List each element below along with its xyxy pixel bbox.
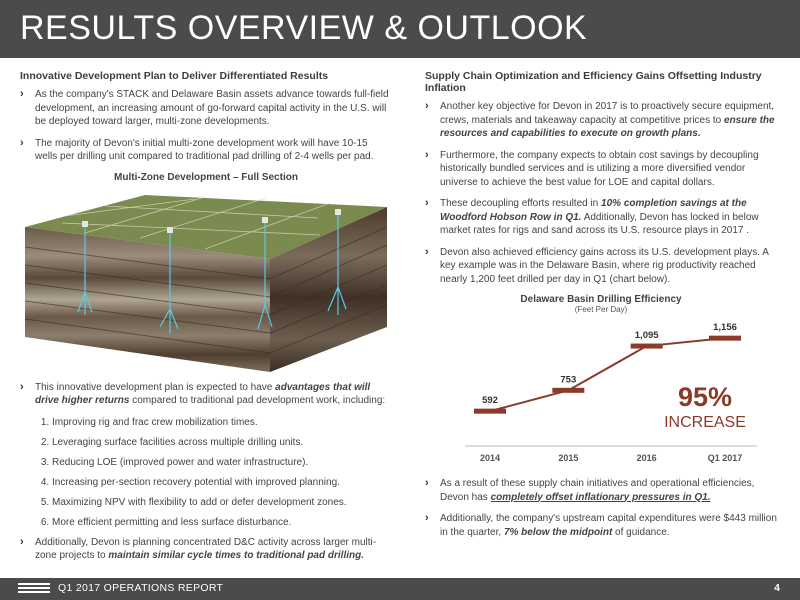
right-column [425, 70, 777, 547]
right-bullet-6-emphasis: 7% below the midpoint [503, 526, 613, 538]
right-bullet-3-emphasis: 10% completion savings at the Woodford Hobson Row in Q1. [440, 198, 747, 223]
data-point-marker [709, 336, 741, 341]
x-tick-label: 2014 [479, 453, 501, 463]
figure-title: Multi-Zone Development – Full Section [114, 171, 298, 183]
left-column [20, 70, 392, 571]
x-tick-label: Q1 2017 [707, 453, 743, 463]
last-bullet-pre: Additionally, Devon is planning concentrated D&C activity across larger multi-zone projects to [35, 536, 377, 561]
list-item: 1. Improving rig and frac crew mobilization times. [52, 416, 392, 430]
last-bullet-emphasis: maintain similar cycle times to traditional pad drilling. [108, 550, 364, 561]
left-bullet-1 [20, 88, 392, 129]
right-bullet-5 [425, 477, 777, 504]
right-bullet-1 [425, 100, 777, 141]
right-bullet-3 [425, 197, 777, 238]
chevron-right-icon: › [425, 197, 429, 209]
page-title: RESULTS OVERVIEW & OUTLOOK [20, 9, 588, 47]
drilling-efficiency-chart [425, 294, 777, 471]
left-bullet-3 [20, 381, 392, 408]
right-bullet-4-text: Devon also achieved efficiency gains across its U.S. development plays. A key example was in the Delaware Basin, where rig productivity reached nearly 1,200 feet drilled per day in Q1 (chart below). [440, 246, 769, 285]
chart-subtitle: (Feet Per Day) [574, 305, 628, 314]
right-bullet-3-pre: These decoupling efforts resulted in [440, 198, 602, 209]
chart-title: Delaware Basin Drilling Efficiency [520, 294, 682, 305]
increase-label-annotation: INCREASE [664, 414, 746, 431]
right-bullet-4 [425, 246, 777, 287]
chevron-right-icon: › [425, 100, 429, 112]
increase-percent-annotation: 95% [677, 382, 733, 412]
right-bullet-6-pre: Additionally, the company's upstream capital expenditures were $443 million in the quarter, [440, 513, 777, 538]
x-tick-label: 2016 [636, 453, 657, 463]
left-section-title: Innovative Development Plan to Deliver Differentiated Results [20, 70, 329, 82]
x-tick-label: 2015 [558, 453, 579, 463]
list-item: 2. Leveraging surface facilities across multiple drilling units. [52, 436, 392, 450]
left-bullet-1-text: As the company's STACK and Delaware Basin assets advance towards full-field development, an increasing amount of go-forward capital activity in the U.S. will be deployed toward larger, multi-zone developments. [35, 89, 389, 127]
left-bullet-4 [20, 536, 392, 563]
chevron-right-icon: › [20, 380, 24, 393]
page-number: 4 [774, 582, 780, 594]
chart-plot [425, 316, 777, 466]
chevron-right-icon: › [425, 512, 429, 524]
chevron-right-icon: › [425, 477, 429, 489]
left-bullet-2-text: The majority of Devon's initial multi-zone development work will have 10-15 wells per drilling unit compared to traditional pad drilling of 2-4 wells per pad. [35, 137, 374, 162]
list-item: 4. Increasing per-section recovery potential with improved planning. [52, 476, 392, 490]
plan-bullet-pre: This innovative development plan is expected to have [35, 381, 276, 393]
chevron-right-icon: › [20, 535, 24, 548]
multi-zone-development-illustration [20, 187, 392, 377]
right-bullet-5-emphasis: completely offset inflationary pressures in Q1. [490, 491, 711, 503]
right-section-title: Supply Chain Optimization and Efficiency Gains Offsetting Industry Inflation [425, 70, 762, 94]
right-bullet-2-text: Furthermore, the company expects to obtain cost savings by decoupling historically bundled services and is utilizing a more diversified vendor universe to achieve the best value for LOE and capital dollars. [440, 149, 759, 188]
report-name: Q1 2017 OPERATIONS REPORT [58, 582, 224, 594]
data-label: 1,095 [634, 330, 659, 342]
advantages-list [20, 416, 392, 530]
data-label: 1,156 [713, 322, 737, 334]
right-bullet-6-post: of guidance. [612, 526, 670, 538]
page-header [0, 0, 800, 58]
data-point-marker [474, 409, 506, 414]
plan-bullet-emphasis: advantages that will drive higher returns [35, 381, 371, 406]
plan-bullet-post: compared to traditional pad development work, including: [129, 395, 386, 406]
chevron-right-icon: › [20, 136, 24, 149]
right-bullet-6 [425, 512, 777, 539]
right-bullet-5-pre: As a result of these supply chain initiatives and operational efficiencies, Devon has [440, 478, 755, 503]
right-bullet-2 [425, 149, 777, 190]
page-footer [0, 578, 800, 600]
data-point-marker [631, 344, 663, 349]
data-point-marker [552, 388, 584, 393]
right-bullet-1-emphasis: ensure the resources and capabilities to execute on growth plans. [440, 114, 775, 139]
menu-lines-icon [18, 583, 50, 595]
left-bullet-2 [20, 137, 392, 164]
list-item: 5. Maximizing NPV with flexibility to add or defer development zones. [52, 496, 392, 510]
list-item: 3. Reducing LOE (improved power and water infrastructure). [52, 456, 392, 470]
chevron-right-icon: › [425, 245, 429, 258]
data-label: 753 [560, 374, 577, 386]
chevron-right-icon: › [425, 148, 429, 161]
right-bullet-1-pre: Another key objective for Devon in 2017 is to proactively secure equipment, crews, materials and takeaway capacity at competitive prices to [440, 101, 775, 126]
right-bullet-3-post: Additionally, Devon has locked in below market rates for rigs and sand across its U.S. resource plays in 2017 . [440, 211, 759, 236]
list-item: 6. More efficient permitting and less surface disturbance. [52, 516, 392, 530]
chevron-right-icon: › [20, 88, 24, 100]
data-label: 592 [482, 395, 498, 407]
